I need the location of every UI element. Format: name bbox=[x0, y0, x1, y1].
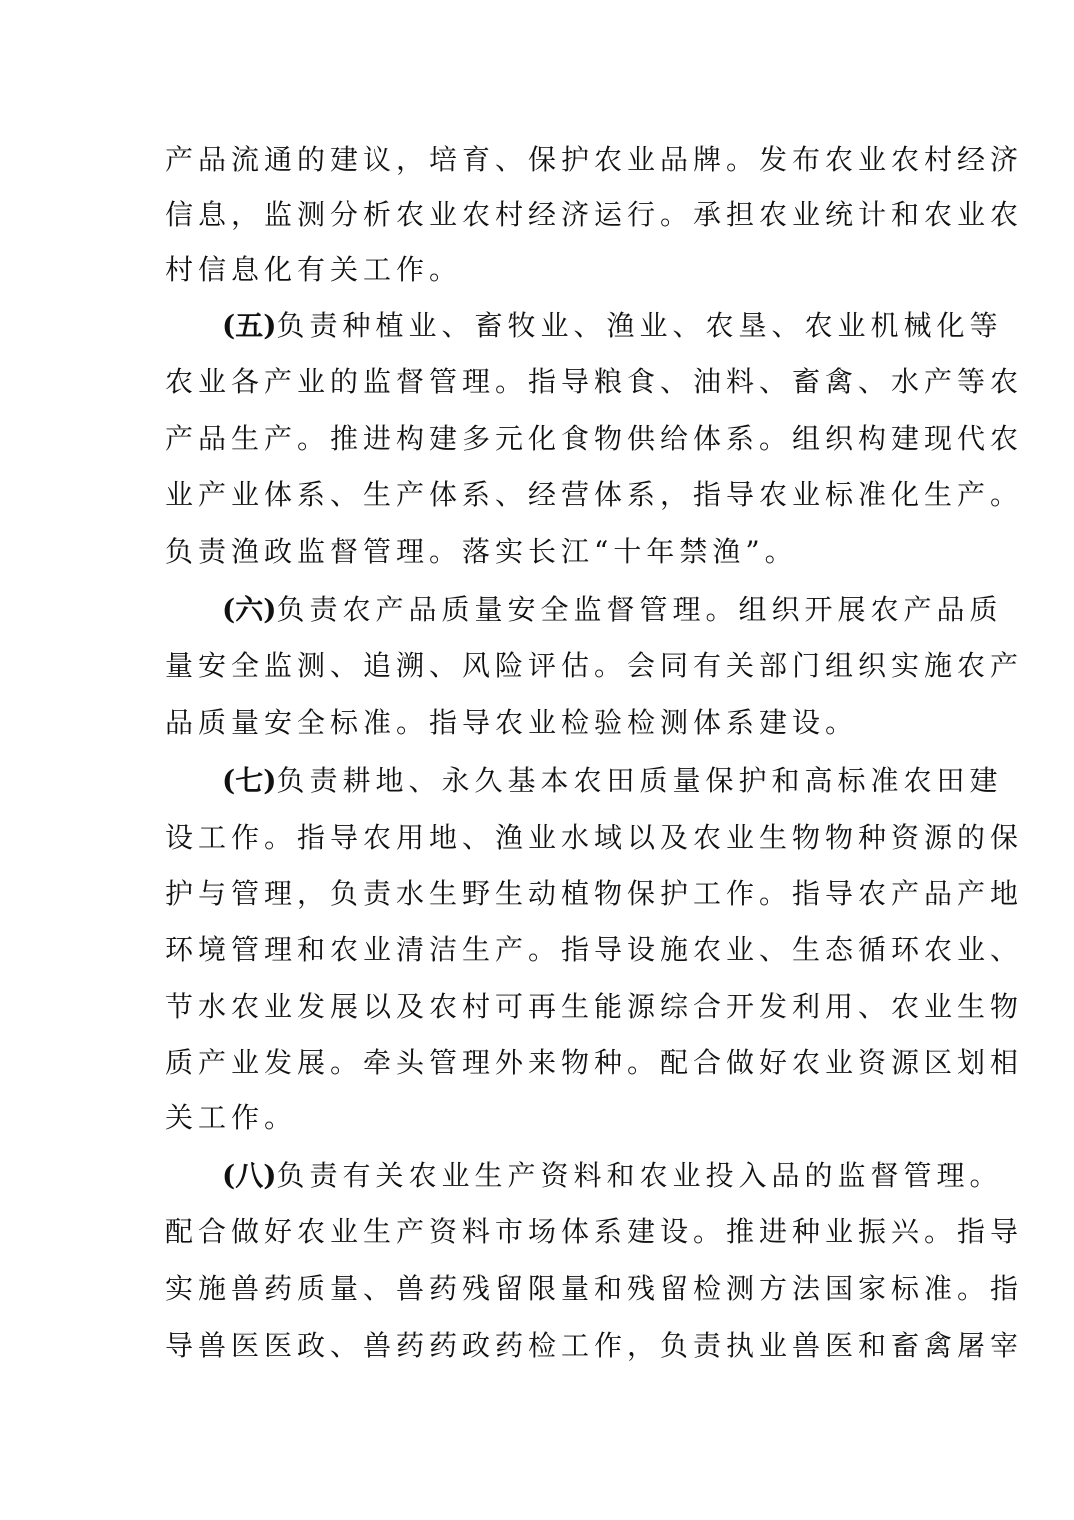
paragraph-line: 实施兽药质量、兽药残留限量和残留检测方法国家标准。指 bbox=[165, 1272, 1024, 1305]
paragraph-line: 设工作。指导农用地、渔业水域以及农业生物物种资源的保 bbox=[165, 821, 1024, 854]
paragraph-first-line bbox=[222, 1156, 1003, 1196]
paragraph-line: 环境管理和农业清洁生产。指导设施农业、生态循环农业、 bbox=[165, 933, 1024, 966]
item-number: (八) bbox=[222, 1159, 277, 1192]
paragraph-line: 质产业发展。牵头管理外来物种。配合做好农业资源区划相 bbox=[165, 1046, 1024, 1079]
paragraph-line: 配合做好农业生产资料市场体系建设。推进种业振兴。指导 bbox=[165, 1215, 1024, 1248]
item-number: (七) bbox=[222, 764, 277, 797]
paragraph-line: 关工作。 bbox=[165, 1101, 298, 1134]
paragraph-line: 负责渔政监督管理。落实长江“十年禁渔”。 bbox=[165, 535, 798, 568]
paragraph-line: 产品生产。推进构建多元化食物供给体系。组织构建现代农 bbox=[165, 422, 1024, 455]
paragraph-line: 村信息化有关工作。 bbox=[165, 253, 463, 286]
paragraph-first-line bbox=[222, 590, 1003, 630]
paragraph-line: 节水农业发展以及农村可再生能源综合开发利用、农业生物 bbox=[165, 990, 1024, 1023]
paragraph-line-text: 负责农产品质量安全监督管理。组织开展农产品质 bbox=[276, 593, 1003, 626]
paragraph-line: 品质量安全标准。指导农业检验检测体系建设。 bbox=[165, 706, 859, 739]
paragraph-line: 产品流通的建议，培育、保护农业品牌。发布农业农村经济 bbox=[165, 143, 1024, 176]
paragraph-line: 业产业体系、生产体系、经营体系，指导农业标准化生产。 bbox=[165, 478, 1024, 511]
paragraph-line-text: 负责种植业、畜牧业、渔业、农垦、农业机械化等 bbox=[276, 309, 1003, 342]
item-number: (五) bbox=[222, 309, 277, 342]
paragraph-line-text: 负责耕地、永久基本农田质量保护和高标准农田建 bbox=[276, 764, 1003, 797]
paragraph-line: 导兽医医政、兽药药政药检工作，负责执业兽医和畜禽屠宰 bbox=[165, 1329, 1024, 1362]
item-number: (六) bbox=[222, 593, 277, 626]
paragraph-line: 护与管理，负责水生野生动植物保护工作。指导农产品产地 bbox=[165, 877, 1024, 910]
paragraph-line: 信息，监测分析农业农村经济运行。承担农业统计和农业农 bbox=[165, 198, 1024, 231]
paragraph-first-line bbox=[222, 306, 1003, 346]
paragraph-line: 量安全监测、追溯、风险评估。会同有关部门组织实施农产 bbox=[165, 649, 1024, 682]
paragraph-line: 农业各产业的监督管理。指导粮食、油料、畜禽、水产等农 bbox=[165, 365, 1024, 398]
paragraph-first-line bbox=[222, 761, 1003, 801]
paragraph-line-text: 负责有关农业生产资料和农业投入品的监督管理。 bbox=[276, 1159, 1003, 1192]
